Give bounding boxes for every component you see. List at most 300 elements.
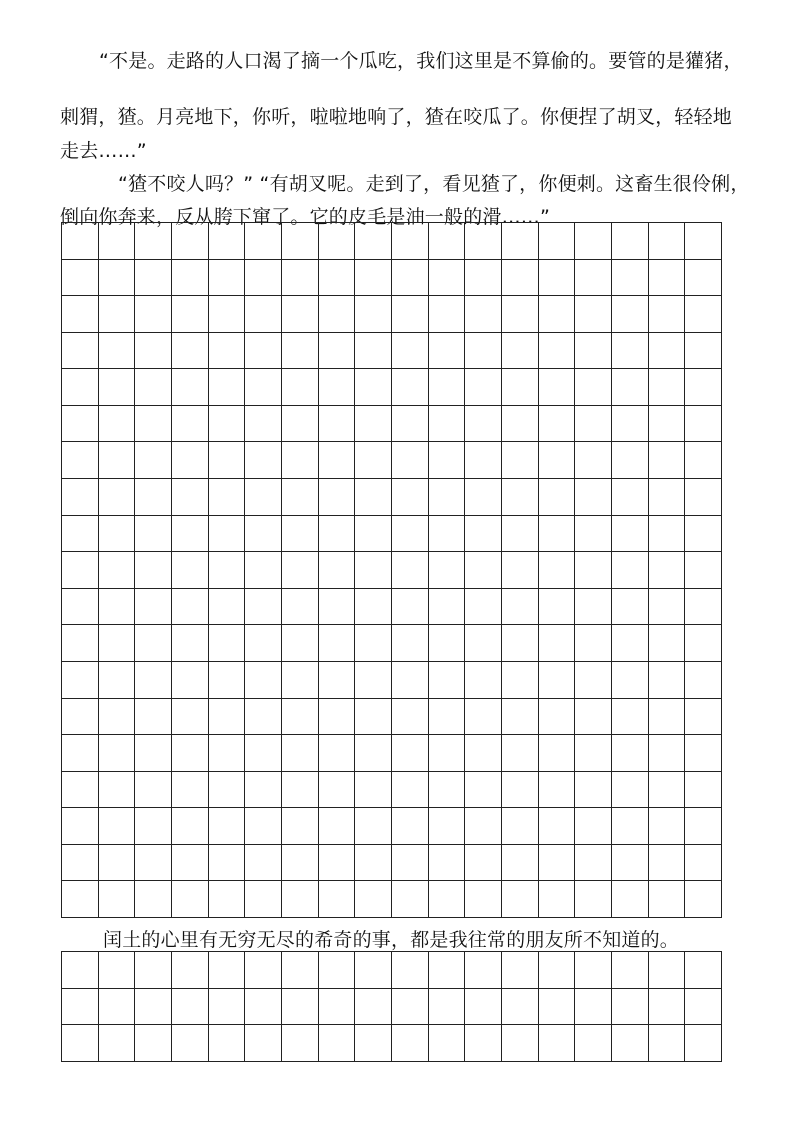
grid-cell[interactable] [502, 223, 539, 260]
grid-cell[interactable] [575, 260, 612, 297]
grid-cell[interactable] [355, 952, 392, 989]
grid-cell[interactable] [612, 699, 649, 736]
grid-cell[interactable] [392, 369, 429, 406]
grid-cell[interactable] [172, 223, 209, 260]
grid-cell[interactable] [319, 699, 356, 736]
grid-cell[interactable] [319, 662, 356, 699]
grid-cell[interactable] [319, 808, 356, 845]
grid-cell[interactable] [392, 479, 429, 516]
grid-cell[interactable] [575, 552, 612, 589]
grid-cell[interactable] [465, 735, 502, 772]
grid-cell[interactable] [429, 735, 466, 772]
grid-cell[interactable] [355, 516, 392, 553]
grid-cell[interactable] [135, 516, 172, 553]
grid-cell[interactable] [429, 845, 466, 882]
grid-cell[interactable] [282, 845, 319, 882]
grid-cell[interactable] [392, 952, 429, 989]
grid-cell[interactable] [502, 442, 539, 479]
grid-cell[interactable] [135, 333, 172, 370]
grid-cell[interactable] [99, 699, 136, 736]
grid-cell[interactable] [392, 1025, 429, 1062]
grid-cell[interactable] [539, 479, 576, 516]
grid-cell[interactable] [282, 1025, 319, 1062]
grid-cell[interactable] [429, 699, 466, 736]
grid-cell[interactable] [429, 260, 466, 297]
grid-cell[interactable] [392, 808, 429, 845]
grid-cell[interactable] [465, 1025, 502, 1062]
grid-cell[interactable] [172, 479, 209, 516]
grid-cell[interactable] [319, 735, 356, 772]
grid-cell[interactable] [465, 223, 502, 260]
grid-cell[interactable] [99, 369, 136, 406]
grid-cell[interactable] [502, 260, 539, 297]
grid-cell[interactable] [99, 662, 136, 699]
grid-cell[interactable] [539, 223, 576, 260]
grid-cell[interactable] [685, 881, 722, 918]
grid-cell[interactable] [685, 589, 722, 626]
grid-cell[interactable] [539, 735, 576, 772]
grid-cell[interactable] [282, 989, 319, 1026]
grid-cell[interactable] [612, 881, 649, 918]
grid-cell[interactable] [392, 845, 429, 882]
grid-cell[interactable] [62, 625, 99, 662]
grid-cell[interactable] [245, 223, 282, 260]
grid-cell[interactable] [135, 369, 172, 406]
grid-cell[interactable] [319, 845, 356, 882]
grid-cell[interactable] [245, 516, 282, 553]
grid-cell[interactable] [429, 442, 466, 479]
grid-cell[interactable] [355, 881, 392, 918]
grid-cell[interactable] [282, 516, 319, 553]
grid-cell[interactable] [282, 442, 319, 479]
grid-cell[interactable] [392, 260, 429, 297]
grid-cell[interactable] [319, 406, 356, 443]
grid-cell[interactable] [355, 589, 392, 626]
grid-cell[interactable] [429, 881, 466, 918]
grid-cell[interactable] [465, 479, 502, 516]
grid-cell[interactable] [172, 989, 209, 1026]
grid-cell[interactable] [135, 625, 172, 662]
grid-cell[interactable] [465, 989, 502, 1026]
grid-cell[interactable] [135, 223, 172, 260]
grid-cell[interactable] [245, 369, 282, 406]
grid-cell[interactable] [502, 589, 539, 626]
grid-cell[interactable] [649, 772, 686, 809]
grid-cell[interactable] [502, 989, 539, 1026]
grid-cell[interactable] [649, 516, 686, 553]
grid-cell[interactable] [612, 333, 649, 370]
grid-cell[interactable] [62, 552, 99, 589]
grid-cell[interactable] [502, 808, 539, 845]
grid-cell[interactable] [319, 772, 356, 809]
grid-cell[interactable] [612, 952, 649, 989]
grid-cell[interactable] [172, 952, 209, 989]
grid-cell[interactable] [429, 772, 466, 809]
grid-cell[interactable] [429, 333, 466, 370]
grid-cell[interactable] [685, 333, 722, 370]
grid-cell[interactable] [209, 845, 246, 882]
grid-cell[interactable] [135, 662, 172, 699]
grid-cell[interactable] [209, 881, 246, 918]
grid-cell[interactable] [465, 808, 502, 845]
grid-cell[interactable] [649, 662, 686, 699]
grid-cell[interactable] [685, 406, 722, 443]
grid-cell[interactable] [99, 989, 136, 1026]
grid-cell[interactable] [575, 735, 612, 772]
grid-cell[interactable] [209, 406, 246, 443]
grid-cell[interactable] [465, 952, 502, 989]
grid-cell[interactable] [172, 589, 209, 626]
grid-cell[interactable] [62, 845, 99, 882]
grid-cell[interactable] [539, 989, 576, 1026]
grid-cell[interactable] [649, 552, 686, 589]
grid-cell[interactable] [355, 369, 392, 406]
grid-cell[interactable] [135, 296, 172, 333]
grid-cell[interactable] [465, 442, 502, 479]
grid-cell[interactable] [649, 223, 686, 260]
grid-cell[interactable] [282, 223, 319, 260]
grid-cell[interactable] [245, 735, 282, 772]
grid-cell[interactable] [539, 881, 576, 918]
grid-cell[interactable] [685, 1025, 722, 1062]
grid-cell[interactable] [649, 369, 686, 406]
grid-cell[interactable] [392, 552, 429, 589]
grid-cell[interactable] [209, 333, 246, 370]
grid-cell[interactable] [209, 1025, 246, 1062]
grid-cell[interactable] [649, 845, 686, 882]
grid-cell[interactable] [209, 296, 246, 333]
grid-cell[interactable] [539, 662, 576, 699]
grid-cell[interactable] [355, 296, 392, 333]
grid-cell[interactable] [319, 625, 356, 662]
grid-cell[interactable] [172, 772, 209, 809]
grid-cell[interactable] [392, 625, 429, 662]
grid-cell[interactable] [575, 662, 612, 699]
grid-cell[interactable] [392, 772, 429, 809]
grid-cell[interactable] [465, 333, 502, 370]
grid-cell[interactable] [62, 479, 99, 516]
grid-cell[interactable] [502, 333, 539, 370]
grid-cell[interactable] [62, 333, 99, 370]
grid-cell[interactable] [685, 442, 722, 479]
grid-cell[interactable] [62, 442, 99, 479]
grid-cell[interactable] [282, 552, 319, 589]
grid-cell[interactable] [62, 369, 99, 406]
grid-cell[interactable] [62, 881, 99, 918]
grid-cell[interactable] [209, 479, 246, 516]
grid-cell[interactable] [539, 296, 576, 333]
grid-cell[interactable] [135, 552, 172, 589]
grid-cell[interactable] [319, 516, 356, 553]
grid-cell[interactable] [355, 808, 392, 845]
grid-cell[interactable] [465, 296, 502, 333]
grid-cell[interactable] [172, 296, 209, 333]
grid-cell[interactable] [99, 333, 136, 370]
grid-cell[interactable] [135, 479, 172, 516]
grid-cell[interactable] [685, 772, 722, 809]
grid-cell[interactable] [392, 699, 429, 736]
grid-cell[interactable] [245, 881, 282, 918]
grid-cell[interactable] [502, 406, 539, 443]
grid-cell[interactable] [172, 406, 209, 443]
grid-cell[interactable] [392, 296, 429, 333]
grid-cell[interactable] [685, 735, 722, 772]
grid-cell[interactable] [209, 552, 246, 589]
grid-cell[interactable] [319, 952, 356, 989]
grid-cell[interactable] [392, 735, 429, 772]
grid-cell[interactable] [172, 845, 209, 882]
grid-cell[interactable] [612, 772, 649, 809]
grid-cell[interactable] [502, 369, 539, 406]
grid-cell[interactable] [649, 625, 686, 662]
grid-cell[interactable] [245, 989, 282, 1026]
grid-cell[interactable] [685, 552, 722, 589]
grid-cell[interactable] [209, 516, 246, 553]
grid-cell[interactable] [62, 772, 99, 809]
grid-cell[interactable] [282, 808, 319, 845]
grid-cell[interactable] [429, 662, 466, 699]
grid-cell[interactable] [575, 589, 612, 626]
grid-cell[interactable] [355, 662, 392, 699]
grid-cell[interactable] [429, 516, 466, 553]
grid-cell[interactable] [282, 952, 319, 989]
grid-cell[interactable] [172, 260, 209, 297]
grid-cell[interactable] [649, 296, 686, 333]
grid-cell[interactable] [539, 406, 576, 443]
grid-cell[interactable] [575, 369, 612, 406]
grid-cell[interactable] [465, 552, 502, 589]
grid-cell[interactable] [355, 845, 392, 882]
grid-cell[interactable] [62, 808, 99, 845]
grid-cell[interactable] [62, 223, 99, 260]
grid-cell[interactable] [502, 625, 539, 662]
grid-cell[interactable] [99, 625, 136, 662]
grid-cell[interactable] [282, 296, 319, 333]
grid-cell[interactable] [575, 516, 612, 553]
grid-cell[interactable] [539, 845, 576, 882]
grid-cell[interactable] [685, 808, 722, 845]
grid-cell[interactable] [135, 881, 172, 918]
grid-cell[interactable] [245, 479, 282, 516]
grid-cell[interactable] [172, 442, 209, 479]
grid-cell[interactable] [502, 952, 539, 989]
grid-cell[interactable] [392, 589, 429, 626]
grid-cell[interactable] [612, 406, 649, 443]
grid-cell[interactable] [392, 333, 429, 370]
grid-cell[interactable] [99, 808, 136, 845]
grid-cell[interactable] [355, 989, 392, 1026]
grid-cell[interactable] [539, 442, 576, 479]
grid-cell[interactable] [539, 772, 576, 809]
grid-cell[interactable] [612, 1025, 649, 1062]
grid-cell[interactable] [502, 296, 539, 333]
grid-cell[interactable] [649, 808, 686, 845]
grid-cell[interactable] [319, 369, 356, 406]
grid-cell[interactable] [649, 479, 686, 516]
grid-cell[interactable] [429, 808, 466, 845]
grid-cell[interactable] [465, 406, 502, 443]
grid-cell[interactable] [99, 223, 136, 260]
grid-cell[interactable] [685, 699, 722, 736]
grid-cell[interactable] [245, 406, 282, 443]
grid-cell[interactable] [392, 406, 429, 443]
grid-cell[interactable] [209, 699, 246, 736]
grid-cell[interactable] [612, 296, 649, 333]
grid-cell[interactable] [209, 735, 246, 772]
grid-cell[interactable] [429, 989, 466, 1026]
grid-cell[interactable] [649, 589, 686, 626]
grid-cell[interactable] [575, 479, 612, 516]
grid-cell[interactable] [135, 952, 172, 989]
grid-cell[interactable] [502, 516, 539, 553]
grid-cell[interactable] [429, 479, 466, 516]
grid-cell[interactable] [99, 589, 136, 626]
grid-cell[interactable] [99, 442, 136, 479]
grid-cell[interactable] [209, 952, 246, 989]
grid-cell[interactable] [282, 735, 319, 772]
grid-cell[interactable] [575, 808, 612, 845]
grid-cell[interactable] [99, 296, 136, 333]
grid-cell[interactable] [575, 333, 612, 370]
grid-cell[interactable] [209, 989, 246, 1026]
grid-cell[interactable] [685, 260, 722, 297]
grid-cell[interactable] [612, 479, 649, 516]
grid-cell[interactable] [245, 260, 282, 297]
grid-cell[interactable] [502, 881, 539, 918]
grid-cell[interactable] [649, 442, 686, 479]
grid-cell[interactable] [135, 989, 172, 1026]
grid-cell[interactable] [135, 808, 172, 845]
grid-cell[interactable] [62, 516, 99, 553]
grid-cell[interactable] [319, 881, 356, 918]
grid-cell[interactable] [245, 625, 282, 662]
grid-cell[interactable] [135, 406, 172, 443]
grid-cell[interactable] [465, 260, 502, 297]
grid-cell[interactable] [502, 552, 539, 589]
grid-cell[interactable] [62, 952, 99, 989]
grid-cell[interactable] [575, 845, 612, 882]
grid-cell[interactable] [355, 223, 392, 260]
grid-cell[interactable] [135, 772, 172, 809]
grid-cell[interactable] [392, 223, 429, 260]
grid-cell[interactable] [355, 333, 392, 370]
grid-cell[interactable] [429, 296, 466, 333]
grid-cell[interactable] [319, 223, 356, 260]
grid-cell[interactable] [209, 442, 246, 479]
grid-cell[interactable] [99, 516, 136, 553]
grid-cell[interactable] [685, 952, 722, 989]
grid-cell[interactable] [245, 845, 282, 882]
grid-cell[interactable] [539, 589, 576, 626]
grid-cell[interactable] [392, 442, 429, 479]
grid-cell[interactable] [575, 881, 612, 918]
grid-cell[interactable] [575, 223, 612, 260]
grid-cell[interactable] [649, 1025, 686, 1062]
grid-cell[interactable] [539, 260, 576, 297]
grid-cell[interactable] [465, 369, 502, 406]
grid-cell[interactable] [135, 735, 172, 772]
grid-cell[interactable] [575, 625, 612, 662]
grid-cell[interactable] [245, 699, 282, 736]
grid-cell[interactable] [62, 1025, 99, 1062]
grid-cell[interactable] [245, 808, 282, 845]
grid-cell[interactable] [319, 589, 356, 626]
grid-cell[interactable] [135, 589, 172, 626]
grid-cell[interactable] [319, 333, 356, 370]
grid-cell[interactable] [429, 552, 466, 589]
grid-cell[interactable] [172, 1025, 209, 1062]
grid-cell[interactable] [649, 699, 686, 736]
grid-cell[interactable] [245, 442, 282, 479]
grid-cell[interactable] [209, 369, 246, 406]
grid-cell[interactable] [282, 479, 319, 516]
grid-cell[interactable] [685, 369, 722, 406]
grid-cell[interactable] [99, 952, 136, 989]
grid-cell[interactable] [245, 589, 282, 626]
grid-cell[interactable] [99, 735, 136, 772]
grid-cell[interactable] [209, 260, 246, 297]
grid-cell[interactable] [685, 989, 722, 1026]
grid-cell[interactable] [539, 1025, 576, 1062]
grid-cell[interactable] [209, 625, 246, 662]
grid-cell[interactable] [282, 260, 319, 297]
grid-cell[interactable] [685, 223, 722, 260]
grid-cell[interactable] [245, 296, 282, 333]
grid-cell[interactable] [62, 662, 99, 699]
grid-cell[interactable] [465, 662, 502, 699]
grid-cell[interactable] [685, 625, 722, 662]
grid-cell[interactable] [62, 699, 99, 736]
grid-cell[interactable] [355, 772, 392, 809]
grid-cell[interactable] [612, 845, 649, 882]
grid-cell[interactable] [282, 662, 319, 699]
grid-cell[interactable] [172, 808, 209, 845]
grid-cell[interactable] [319, 989, 356, 1026]
grid-cell[interactable] [649, 333, 686, 370]
grid-cell[interactable] [392, 516, 429, 553]
grid-cell[interactable] [135, 845, 172, 882]
grid-cell[interactable] [355, 625, 392, 662]
grid-cell[interactable] [319, 260, 356, 297]
grid-cell[interactable] [172, 552, 209, 589]
grid-cell[interactable] [575, 296, 612, 333]
grid-cell[interactable] [62, 589, 99, 626]
grid-cell[interactable] [685, 296, 722, 333]
grid-cell[interactable] [209, 589, 246, 626]
grid-cell[interactable] [319, 442, 356, 479]
grid-cell[interactable] [62, 735, 99, 772]
grid-cell[interactable] [612, 589, 649, 626]
grid-cell[interactable] [319, 552, 356, 589]
grid-cell[interactable] [465, 845, 502, 882]
grid-cell[interactable] [62, 296, 99, 333]
grid-cell[interactable] [282, 406, 319, 443]
grid-cell[interactable] [429, 369, 466, 406]
grid-cell[interactable] [685, 845, 722, 882]
grid-cell[interactable] [539, 625, 576, 662]
grid-cell[interactable] [209, 808, 246, 845]
grid-cell[interactable] [355, 552, 392, 589]
grid-cell[interactable] [282, 699, 319, 736]
grid-cell[interactable] [429, 589, 466, 626]
grid-cell[interactable] [319, 479, 356, 516]
grid-cell[interactable] [685, 662, 722, 699]
grid-cell[interactable] [135, 1025, 172, 1062]
grid-cell[interactable] [502, 772, 539, 809]
grid-cell[interactable] [392, 989, 429, 1026]
grid-cell[interactable] [539, 333, 576, 370]
grid-cell[interactable] [685, 479, 722, 516]
